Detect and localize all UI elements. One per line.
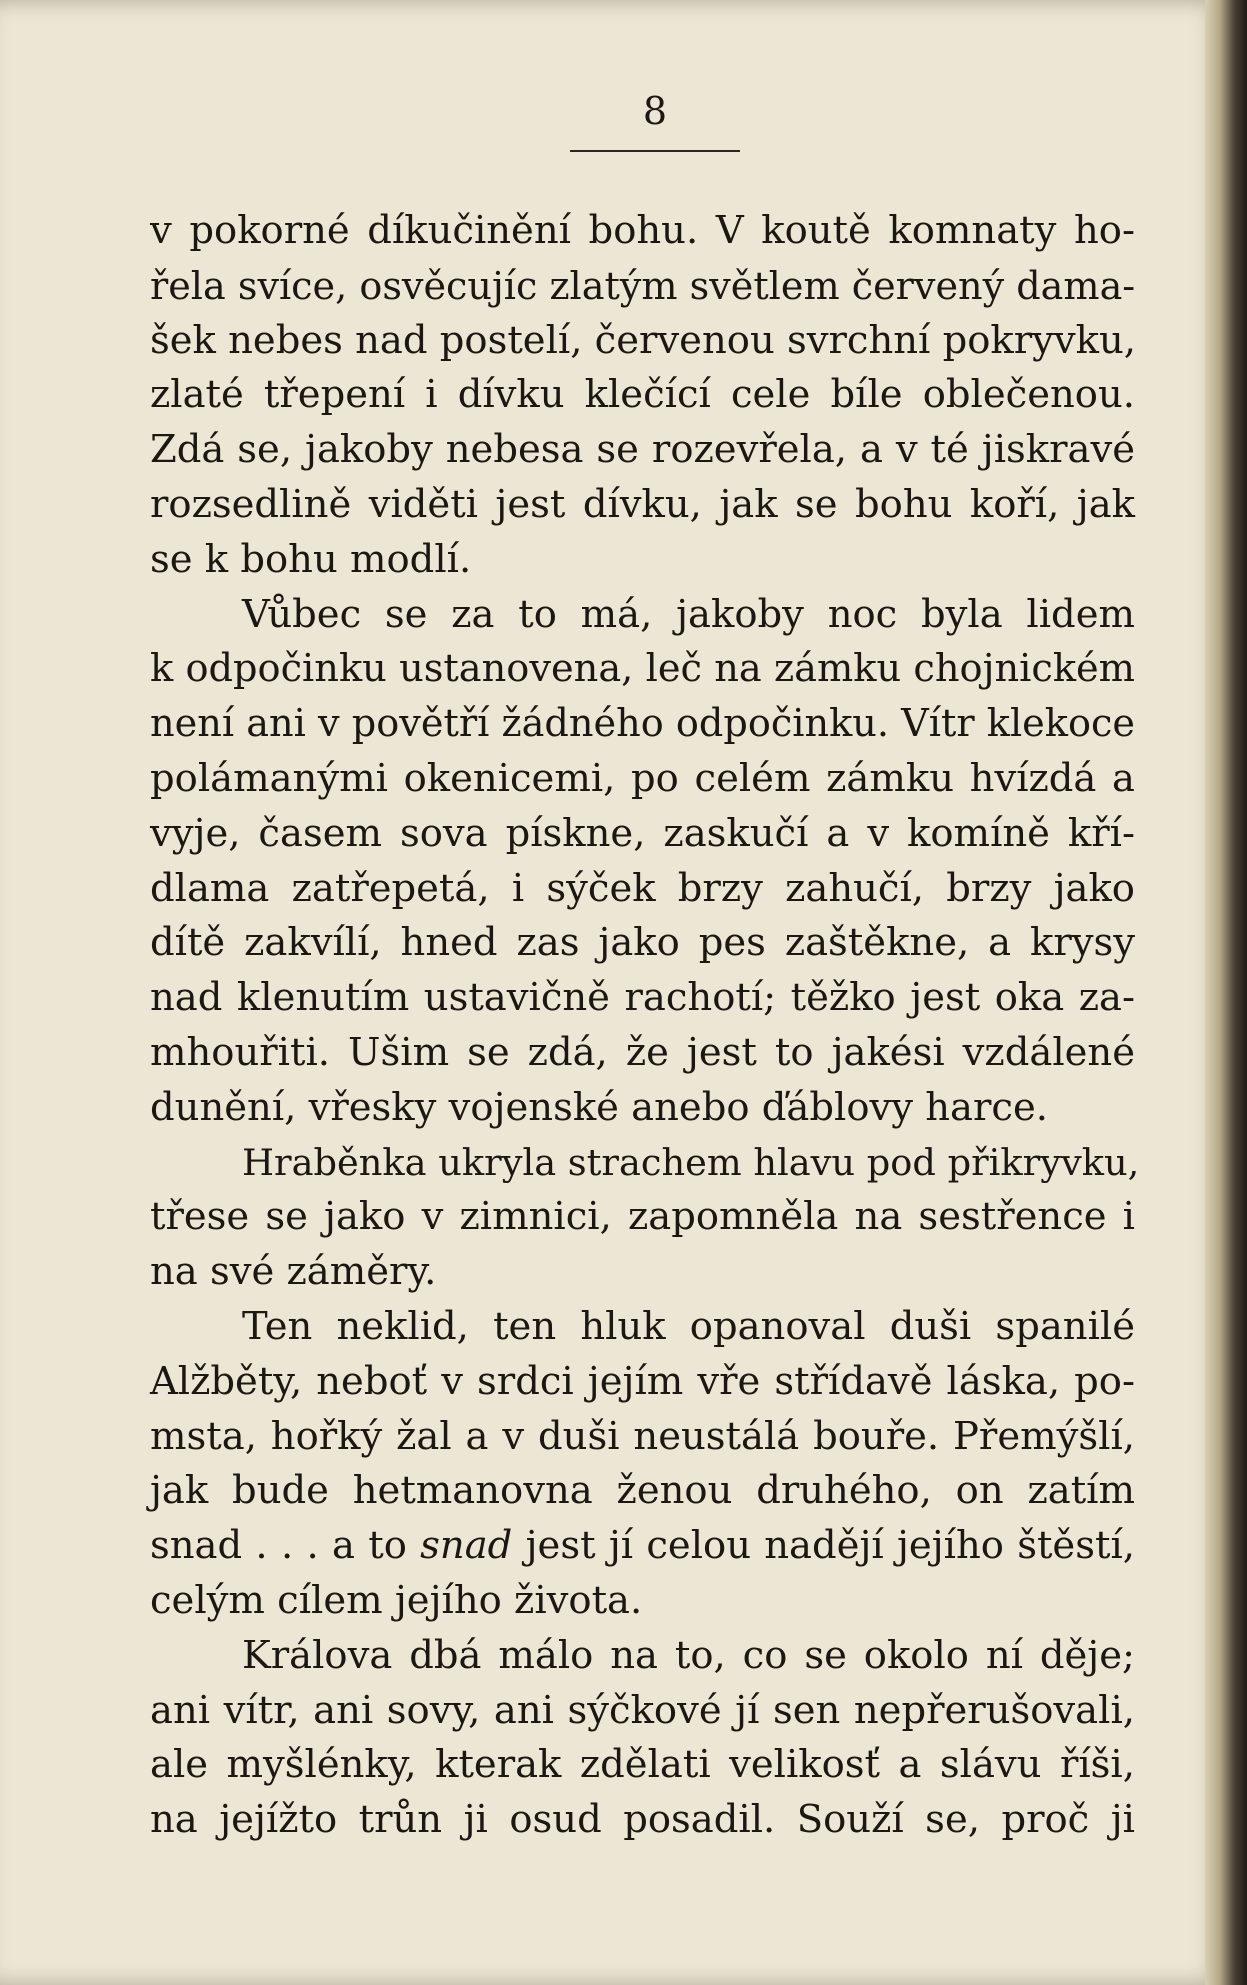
text-line: ani vítr, ani sovy, ani sýčkové jí sen nepřerušovali, [150,1687,1135,1733]
text-line: Ten neklid, ten hluk opanoval duši spanilé [242,1303,1135,1349]
text-line: řela svíce, osvěcujíc zlatým světlem červený dama- [150,263,1136,308]
text-line: na své záměry. [150,1249,437,1295]
text-line: rozsedlině viděti jest dívku, jak se bohu koří, jak [150,481,1135,527]
text-line [150,1519,1135,1574]
body-text [150,204,1140,1848]
page-number: 8 [642,89,668,133]
text-line: zlaté třepení i dívku klečící cele bíle oblečenou. [150,372,1135,418]
page-edge-shadow [1205,0,1247,1985]
text-line: jak bude hetmanovna ženou druhého, on zatím [150,1468,1135,1514]
text-line: dítě zakvílí, hned zas jako pes zaštěkne, a krysy [150,920,1135,966]
text-line: dlama zatřepetá, i sýček brzy zahučí, brzy jako [150,865,1135,911]
text-line: Hraběnka ukryla strachem hlavu pod přikryvku, [242,1140,1140,1184]
text-run: jest jí celou nadějí jejího štěstí, [512,1523,1135,1569]
text-line: vyje, časem sova pískne, zaskučí a v komíně kří- [150,810,1135,856]
text-line: třese se jako v zimnici, zapomněla na sestřence i [150,1194,1135,1240]
text-line: Alžběty, neboť v srdci jejím vře střídavě láska, po- [150,1358,1135,1404]
text-line: k odpočinku ustanovena, leč na zámku chojnickém [150,646,1135,692]
text-run: snad . . . a to [150,1523,421,1569]
text-line: celým cílem jejího života. [150,1577,643,1623]
page-header [570,89,740,133]
text-line: v pokorné díkučinění bohu. V koutě komnaty ho- [150,208,1135,253]
text-line: ale myšlénky, kterak zdělati velikosť a slávu říši, [150,1742,1135,1788]
text-line: polámanými okenicemi, po celém zámku hvízdá a [150,755,1135,801]
text-line: nad klenutím ustavičně rachotí; těžko jest oka za- [150,975,1135,1021]
text-line: Zdá se, jakoby nebesa se rozevřela, a v té jiskravé [150,427,1135,473]
text-line: mhouřiti. Ušim se zdá, že jest to jakési vzdálené [150,1029,1135,1075]
text-line: Vůbec se za to má, jakoby noc byla lidem [242,591,1135,637]
text-line: není ani v povětří žádného odpočinku. Vítr klekoce [150,702,1135,747]
emphasized-word: snad [420,1523,513,1569]
text-line: šek nebes nad postelí, červenou svrchní pokryvku, [150,317,1137,363]
text-line: se k bohu modlí. [150,536,472,582]
text-line: msta, hořký žal a v duši neustálá bouře. Přemýšlí, [150,1413,1135,1459]
text-line: na jejížto trůn ji osud posadil. Souží se, proč ji [150,1797,1135,1843]
text-line: dunění, vřesky vojenské anebo ďáblovy harce. [150,1084,1048,1130]
header-rule [570,150,740,152]
text-line: Králova dbá málo na to, co se okolo ní děje; [242,1632,1135,1678]
